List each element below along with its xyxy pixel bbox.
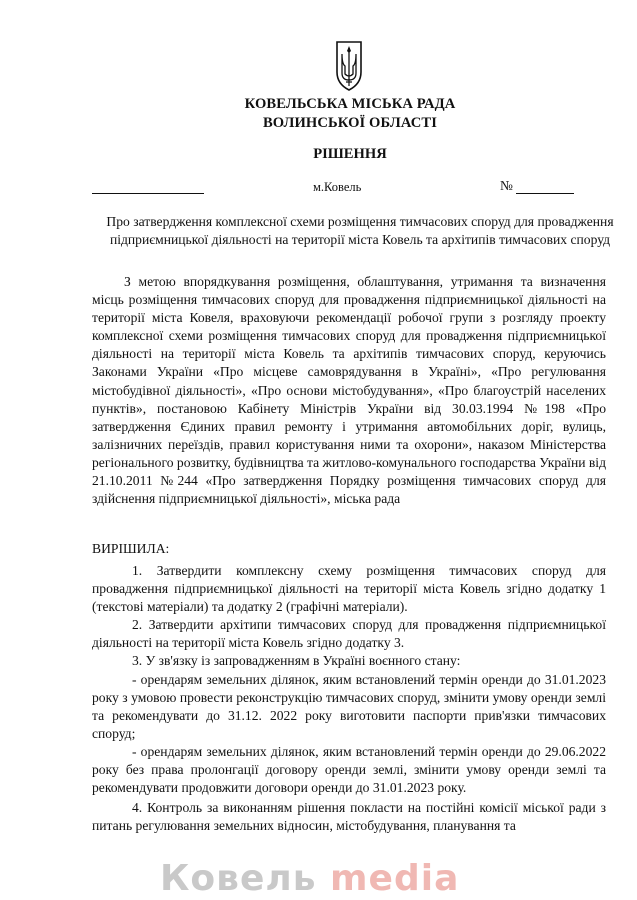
decision-item-3-sub-2: - орендарям земельних ділянок, яким встановлений термін оренди до 29.06.2022 року без права пролонгації договору оренди землі, змінити умову оренди землі та рекомендувати продовжити договори оренди до 31.01.2023 року. bbox=[92, 743, 606, 796]
decided-heading: ВИРІШИЛА: bbox=[92, 541, 170, 556]
document-type-title: РІШЕННЯ bbox=[313, 146, 387, 162]
decision-items bbox=[92, 562, 606, 835]
org-name-line2: ВОЛИНСЬКОЇ ОБЛАСТІ bbox=[262, 115, 438, 131]
watermark-text-part1: Ковель bbox=[160, 858, 317, 899]
watermark-logo bbox=[160, 858, 459, 899]
number-sign: № bbox=[500, 178, 513, 193]
watermark-text-part2: media bbox=[316, 858, 460, 899]
org-name-line1: КОВЕЛЬСЬКА МІСЬКА РАДА bbox=[244, 96, 456, 112]
date-blank-line bbox=[92, 193, 204, 194]
city-label: м.Ковель bbox=[313, 180, 362, 194]
decision-item-1: 1. Затвердити комплексну схему розміщення тимчасових споруд для провадження підприємницької діяльності на території міста Ковель згідно додатку 1 (текстові матеріали) та додатку 2 (графічні матеріали). bbox=[92, 563, 606, 615]
intro-paragraph: З метою впорядкування розміщення, облаштування, утримання та визначення місць розміщення тимчасових споруд для провадження підприємницької діяльності на території міста Ковеля, враховуючи рекомендації робочої групи з розгляду проекту комплексної схеми розміщення тимчасових споруд для провадження підприємницької діяльності на території міста Ковель та архітипів тимчасових споруд, керуючись Законами України «Про місцеве самоврядування в Україні», «Про регулювання містобудівної діяльності», «Про основи містобудування», «Про благоустрій населених пунктів», постановою Кабінету Міністрів України від 30.03.1994 №198 «Про затвердження Єдиних правил ремонту і утримання автомобільних доріг, вулиць, залізничних переїздів, правил користування ними та охорони», наказом Міністерства регіонального розвитку, будівництва та житлово-комунального господарства України від 21.10.2011 №244 «Про затвердження Порядку розміщення тимчасових споруд для здійснення підприємницької діяльності», міська рада bbox=[92, 274, 607, 507]
decision-item-4: 4. Контроль за виконанням рішення покласти на постійні комісії міської ради з питань регулювання земельних відносин, містобудування, планування та bbox=[92, 800, 606, 834]
decision-item-3-sub-1: - орендарям земельних ділянок, яким встановлений термін оренди до 31.01.2023 року з умовою провести реконструкцію тимчасових споруд, змінити умову оренди землі та рекомендувати до 31.12. 2022 року виготовити паспорти прив'язки тимчасових споруд; bbox=[92, 671, 606, 741]
trident-coat-of-arms-icon bbox=[334, 40, 364, 92]
decision-subject: Про затвердження комплексної схеми розміщення тимчасових споруд для провадження підприємницької діяльності на території міста Ковель та архітипів тимчасових споруд bbox=[106, 214, 614, 247]
number-blank-line bbox=[516, 193, 574, 194]
decision-item-2: 2. Затвердити архітипи тимчасових споруд для провадження підприємницької діяльності на території міста Ковель згідно додатку 3. bbox=[92, 617, 606, 651]
decision-item-3: 3. У зв'язку із запровадженням в Україні воєнного стану: bbox=[132, 653, 461, 669]
